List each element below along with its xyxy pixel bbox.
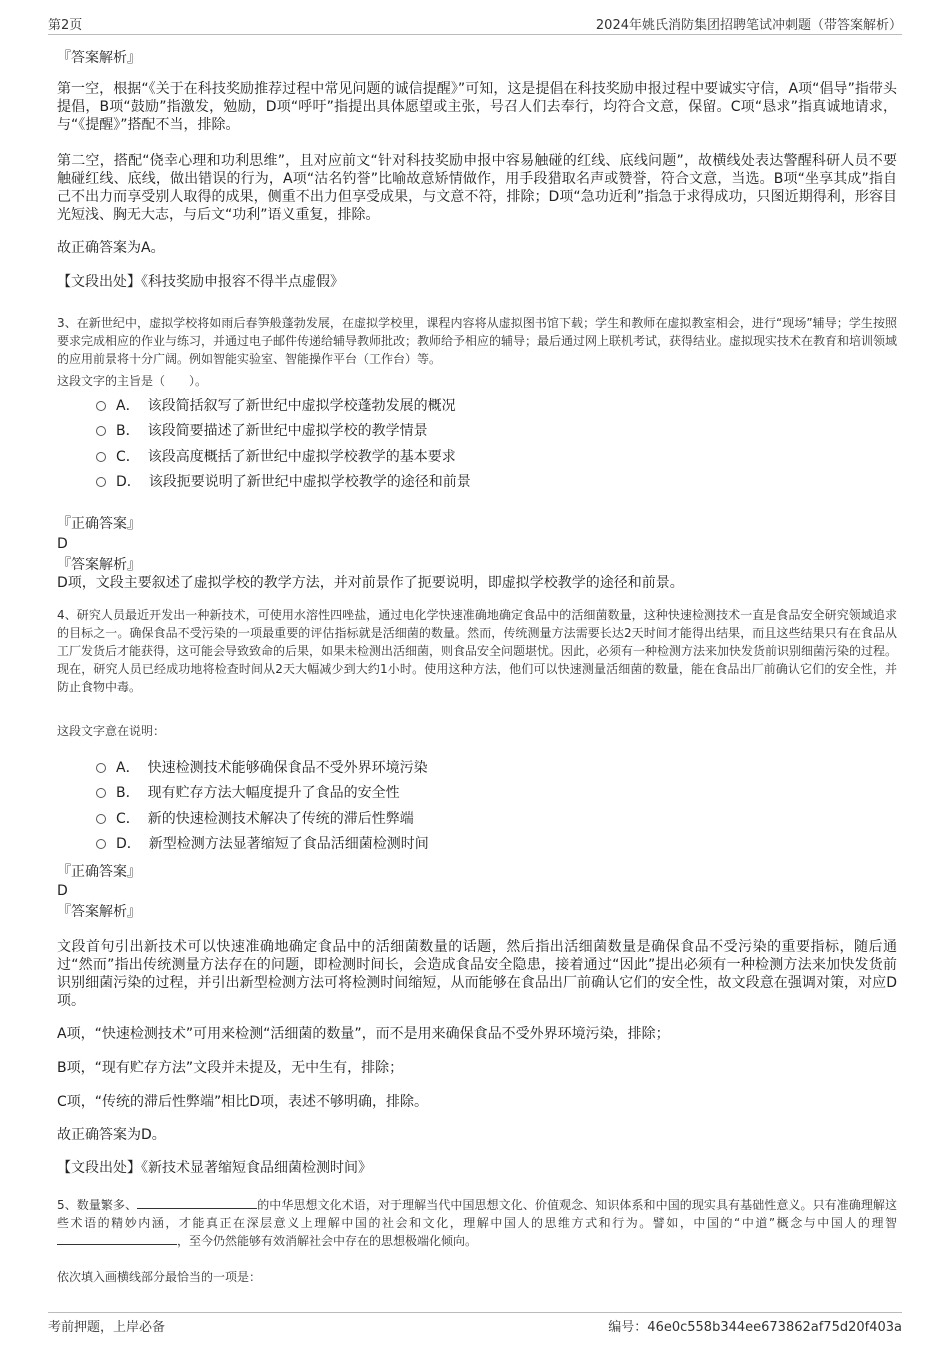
q3-option-c[interactable]: C． 该段高度概括了新世纪中虚拟学校教学的基本要求 (96, 447, 456, 467)
document-code: 编号：46e0c558b344ee673862af75d20f403a (608, 1320, 902, 1335)
q2-source: 【文段出处】《科技奖励申报容不得半点虚假》 (57, 274, 344, 290)
q3-option-b[interactable]: B． 该段简要描述了新世纪中虚拟学校的教学情景 (96, 421, 428, 441)
radio-icon[interactable] (96, 477, 106, 487)
q2-analysis-paragraph-1: 第一空，根据“《关于在科技奖励推荐过程中常见问题的诚信提醒》”可知，这是提倡在科技奖励申报过程中要诚实守信，A项“倡导”指带头提倡，B项“鼓励”指激发，勉励，D项“呼吁”指提出具体愿望或主张，号召人们去奉行，均符合文意，保留。C项“恳求”指真诚地请求，与“《提醒》”搭配不当，排除。 (57, 81, 897, 133)
radio-icon[interactable] (96, 788, 106, 798)
q2-analysis-paragraph-2: 第二空，搭配“侥幸心理和功利思维”，且对应前文“针对科技奖励申报中容易触碰的红线、底线问题”，故横线处表达警醒科研人员不要触碰红线、底线，做出错误的行为，A项“沽名钓誉”比喻故意矫情做作，用手段猎取名声或赞誉，符合文意，当选。B项“坐享其成”指自己不出力而享受别人取得的成果，侧重不出力但享受成果，与文意不符，排除；D项“急功近利”指急于求得成功，只图近期得利，形容目光短浅、胸无大志，与后文“功利”语义重复，排除。 (57, 153, 897, 223)
radio-icon[interactable] (96, 401, 106, 411)
q4-answer-line: 故正确答案为D。 (57, 1127, 166, 1143)
q5-prompt: 依次填入画横线部分最恰当的一项是： (57, 1270, 262, 1284)
q4-option-d[interactable]: D． 新型检测方法显著缩短了食品活细菌检测时间 (96, 834, 429, 854)
radio-icon[interactable] (96, 452, 106, 462)
page-number: 第2页 (48, 18, 83, 33)
q4-analysis-label: 『答案解析』 (57, 904, 141, 920)
q3-option-a[interactable]: A． 该段简括叙写了新世纪中虚拟学校蓬勃发展的概况 (96, 396, 456, 416)
q3-prompt: 这段文字的主旨是（ ）。 (57, 374, 208, 388)
fill-blank-1 (137, 1196, 257, 1209)
radio-icon[interactable] (96, 839, 106, 849)
q5-stem: 5、数量繁多、 的中华思想文化术语，对于理解当代中国思想文化、价值观念、知识体系和中国的现实具有基础性意义。只有准确理解这些术语的精妙内涵，才能真正在深层意义上理解中国的社会和文化，理解中国人的思维方式和行为。譬如，中国的“中道”概念与中国人的理智，至今仍然能够有效消解社会中存在的思想极端化倾向。 (57, 1198, 897, 1248)
q4-source: 【文段出处】《新技术显著缩短食品细菌检测时间》 (57, 1160, 372, 1176)
q2-answer-line: 故正确答案为A。 (57, 240, 165, 256)
q3-option-d[interactable]: D． 该段扼要说明了新世纪中虚拟学校教学的途径和前景 (96, 472, 471, 492)
q3-stem: 3、在新世纪中，虚拟学校将如雨后春笋般蓬勃发展，在虚拟学校里，课程内容将从虚拟图书馆下载；学生和教师在虚拟教室相会，进行“现场”辅导；学生按照要求完成相应的作业与练习，并通过电子邮件传递给辅导教师批改；教师给予相应的辅导；最后通过网上联机考试，获得结业。虚拟现实技术在教育和培训领域的应用前景将十分广阔。例如智能实验室、智能操作平台（工作台）等。 (57, 316, 898, 366)
page-footer (48, 1312, 902, 1336)
q4-prompt: 这段文字意在说明： (57, 724, 166, 738)
q4-stem: 4、研究人员最近开发出一种新技术，可使用水溶性四唑盐，通过电化学快速准确地确定食品中的活细菌数量，这种快速检测技术一直是食品安全研究领域追求的目标之一。确保食品不受污染的一项最重要的评估指标就是活细菌的数量。然而，传统测量方法需要长达2天时间才能得出结果，而且这些结果只有在食品从工厂发货后才能获得，这可能会导致致命的后果，如果未检测出活细菌，则食品安全问题堪忧。因此，必须有一种检测方法来加快发货前识别细菌污染的过程。现在，研究人员已经成功地将检查时间从2天大幅减少到大约1小时。使用这种方法，他们可以快速测量活细菌的数量，能在食品出厂前确认它们的安全性，并防止食物中毒。 (57, 608, 898, 694)
q4-analysis-paragraph-1: 文段首句引出新技术可以快速准确地确定食品中的活细菌数量的话题，然后指出活细菌数量是确保食品不受污染的重要指标，随后通过“然而”指出传统测量方法存在的问题，即检测时间长，会造成食品安全隐患，接着通过“因此”提出必须有一种检测方法来加快发货前识别细菌污染的过程，并引出新型检测方法可将检测时间缩短，从而能够在食品出厂前确认它们的安全性，故文段意在强调对策，对应D项。 (57, 939, 897, 1009)
q4-answer: D (57, 883, 68, 899)
q4-option-c[interactable]: C． 新的快速检测技术解决了传统的滞后性弊端 (96, 809, 414, 829)
q3-analysis-label: 『答案解析』 (57, 557, 141, 573)
q3-answer: D (57, 536, 68, 552)
q4-analysis-paragraph-2: A项，“快速检测技术”可用来检测“活细菌的数量”，而不是用来确保食品不受外界环境污染，排除； (57, 1026, 670, 1042)
fill-blank-2 (57, 1232, 177, 1245)
q4-option-b[interactable]: B． 现有贮存方法大幅度提升了食品的安全性 (96, 783, 400, 803)
radio-icon[interactable] (96, 426, 106, 436)
footer-slogan: 考前押题，上岸必备 (48, 1320, 166, 1335)
radio-icon[interactable] (96, 763, 106, 773)
q4-option-a[interactable]: A． 快速检测技术能够确保食品不受外界环境污染 (96, 758, 428, 778)
q3-analysis: D项，文段主要叙述了虚拟学校的教学方法，并对前景作了扼要说明，即虚拟学校教学的途径和前景。 (57, 575, 684, 591)
document-title: 2024年姚氏消防集团招聘笔试冲刺题（带答案解析） (595, 18, 902, 33)
page-header (48, 14, 902, 35)
q2-analysis-label: 『答案解析』 (57, 50, 141, 66)
q4-analysis-paragraph-4: C项，“传统的滞后性弊端”相比D项，表述不够明确，排除。 (57, 1094, 429, 1110)
radio-icon[interactable] (96, 814, 106, 824)
q3-answer-label: 『正确答案』 (57, 516, 141, 532)
q4-answer-label: 『正确答案』 (57, 864, 141, 880)
q4-analysis-paragraph-3: B项，“现有贮存方法”文段并未提及，无中生有，排除； (57, 1060, 404, 1076)
